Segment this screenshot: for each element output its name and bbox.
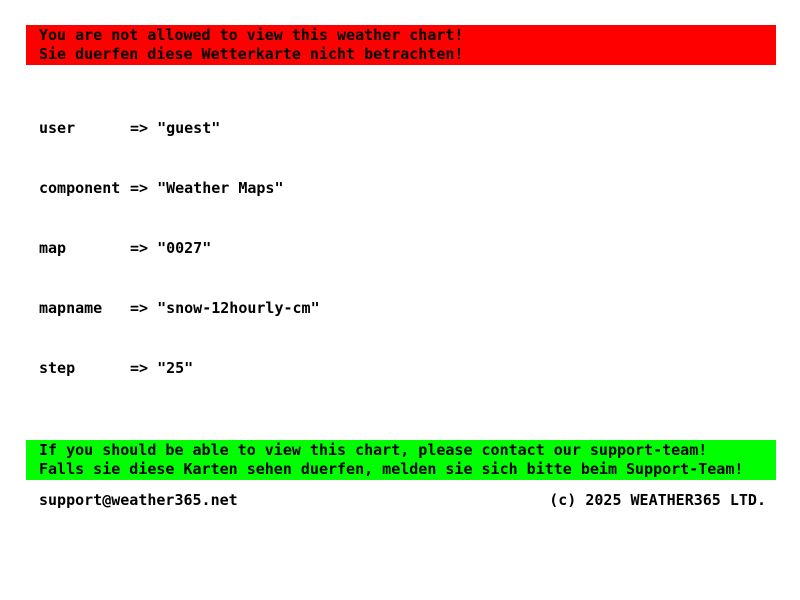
arrow-separator: => xyxy=(130,239,149,257)
detail-value: "0027" xyxy=(157,239,212,257)
arrow-separator: => xyxy=(130,359,149,377)
detail-key: component xyxy=(39,179,121,197)
detail-key: step xyxy=(39,359,76,377)
detail-key: user xyxy=(39,119,76,137)
support-line-german: Falls sie diese Karten sehen duerfen, melden sie sich bitte beim Support-Team! xyxy=(39,460,744,478)
detail-value: "guest" xyxy=(157,119,221,137)
support-line-english: If you should be able to view this chart, please contact our support-team! xyxy=(39,441,708,459)
footer xyxy=(26,493,776,508)
detail-value: "snow-12hourly-cm" xyxy=(157,299,320,317)
copyright-notice: (c) 2025 WEATHER365 LTD. xyxy=(549,491,766,509)
support-email: support@weather365.net xyxy=(39,491,238,509)
error-line-german: Sie duerfen diese Wetterkarte nicht betrachten! xyxy=(39,45,464,63)
error-banner xyxy=(26,25,776,65)
detail-row-mapname xyxy=(39,298,800,318)
detail-row-component xyxy=(39,178,800,198)
access-denied-page xyxy=(0,25,800,508)
detail-value: "Weather Maps" xyxy=(157,179,284,197)
detail-key: map xyxy=(39,239,67,257)
detail-row-map xyxy=(39,238,800,258)
detail-row-user xyxy=(39,118,800,138)
arrow-separator: => xyxy=(130,299,149,317)
arrow-separator: => xyxy=(130,179,149,197)
error-line-english: You are not allowed to view this weather chart! xyxy=(39,26,464,44)
arrow-separator: => xyxy=(130,119,149,137)
support-banner xyxy=(26,440,776,480)
request-details xyxy=(39,78,800,418)
detail-value: "25" xyxy=(157,359,194,377)
detail-key: mapname xyxy=(39,299,103,317)
detail-row-step xyxy=(39,358,800,378)
